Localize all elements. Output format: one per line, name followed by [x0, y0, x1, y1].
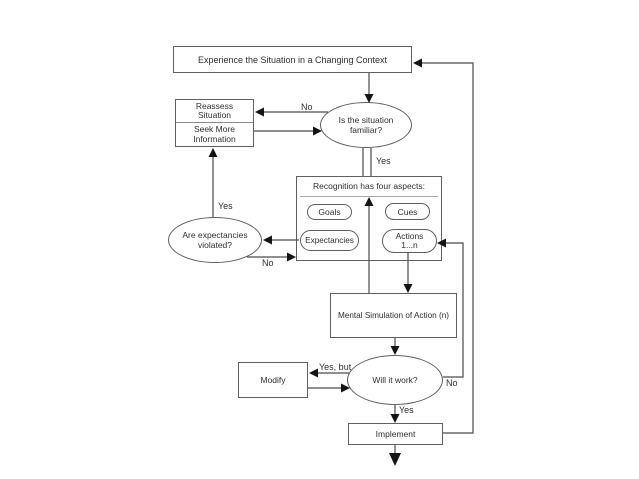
arrowhead	[391, 346, 400, 355]
node-mental-simulation	[330, 293, 457, 338]
edge-label-familiar-yes: Yes	[376, 156, 391, 166]
arrowhead	[391, 414, 400, 423]
seek-more-info-label: Seek More Information	[193, 124, 236, 144]
mental-simulation-label: Mental Simulation of Action (n)	[337, 310, 450, 320]
recognition-title: Recognition has four aspects:	[313, 181, 425, 191]
aspect-expectancies	[300, 230, 359, 251]
node-reassess-seek-info	[175, 99, 254, 147]
node-reassess-bottom-cell	[176, 123, 253, 146]
edge-seekinfo-to-familiar	[254, 127, 322, 136]
reassess-situation-label: Reassess Situation	[195, 100, 234, 120]
arrowhead	[209, 148, 218, 157]
edge-violated-yes-to-reassess	[209, 148, 218, 217]
arrowhead	[263, 236, 272, 245]
edge-familiar-no-to-reassess	[255, 108, 328, 117]
aspect-cues	[385, 203, 430, 220]
node-reassess-top-cell	[176, 100, 253, 123]
edge-implement-output	[389, 445, 401, 466]
arrowhead	[309, 369, 318, 378]
cues-label: Cues	[397, 206, 418, 217]
recognition-divider	[300, 196, 438, 197]
arrowhead	[389, 453, 401, 466]
arrowhead	[404, 284, 413, 293]
edge-experience-to-familiar	[365, 73, 374, 103]
implement-label: Implement	[375, 429, 416, 439]
familiar-label: Is the situation familiar?	[338, 115, 394, 135]
expectancies-label: Expectancies	[305, 235, 354, 245]
decision-is-situation-familiar	[320, 102, 412, 148]
arrowhead	[287, 253, 296, 262]
edge-modify-to-willwork	[308, 384, 350, 393]
actions-label-line2: 1...n	[401, 240, 418, 250]
arrowhead	[255, 108, 264, 117]
node-implement	[348, 423, 443, 445]
edge-label-expectancy-yes: Yes	[218, 201, 233, 211]
edge-mental-to-willwork	[391, 338, 400, 355]
edge-familiar-yes-to-recognition	[363, 148, 371, 176]
modify-label: Modify	[260, 375, 286, 385]
will-it-work-label: Will it work?	[372, 375, 418, 385]
node-experience-label: Experience the Situation in a Changing Context	[197, 54, 388, 65]
violated-label: Are expectancies violated?	[182, 230, 248, 250]
goals-label: Goals	[318, 207, 341, 217]
edge-label-not-familiar: No	[301, 102, 313, 112]
arrowhead	[413, 59, 422, 68]
decision-will-it-work	[347, 355, 443, 405]
node-modify	[238, 362, 308, 398]
node-recognition-aspects	[296, 176, 442, 261]
node-experience-situation	[173, 46, 412, 73]
edge-label-yes-but: Yes, but	[319, 362, 352, 372]
actions-label-line1: Actions	[395, 231, 424, 241]
aspect-goals	[307, 204, 352, 220]
edge-label-expectancy-no: No	[262, 258, 274, 268]
edge-label-will-not-work: No	[446, 378, 458, 388]
edge-label-will-work-yes: Yes	[399, 405, 414, 415]
edge-expectancies-to-violated	[263, 236, 299, 245]
aspect-actions	[382, 229, 437, 253]
decision-expectancies-violated	[168, 217, 262, 263]
